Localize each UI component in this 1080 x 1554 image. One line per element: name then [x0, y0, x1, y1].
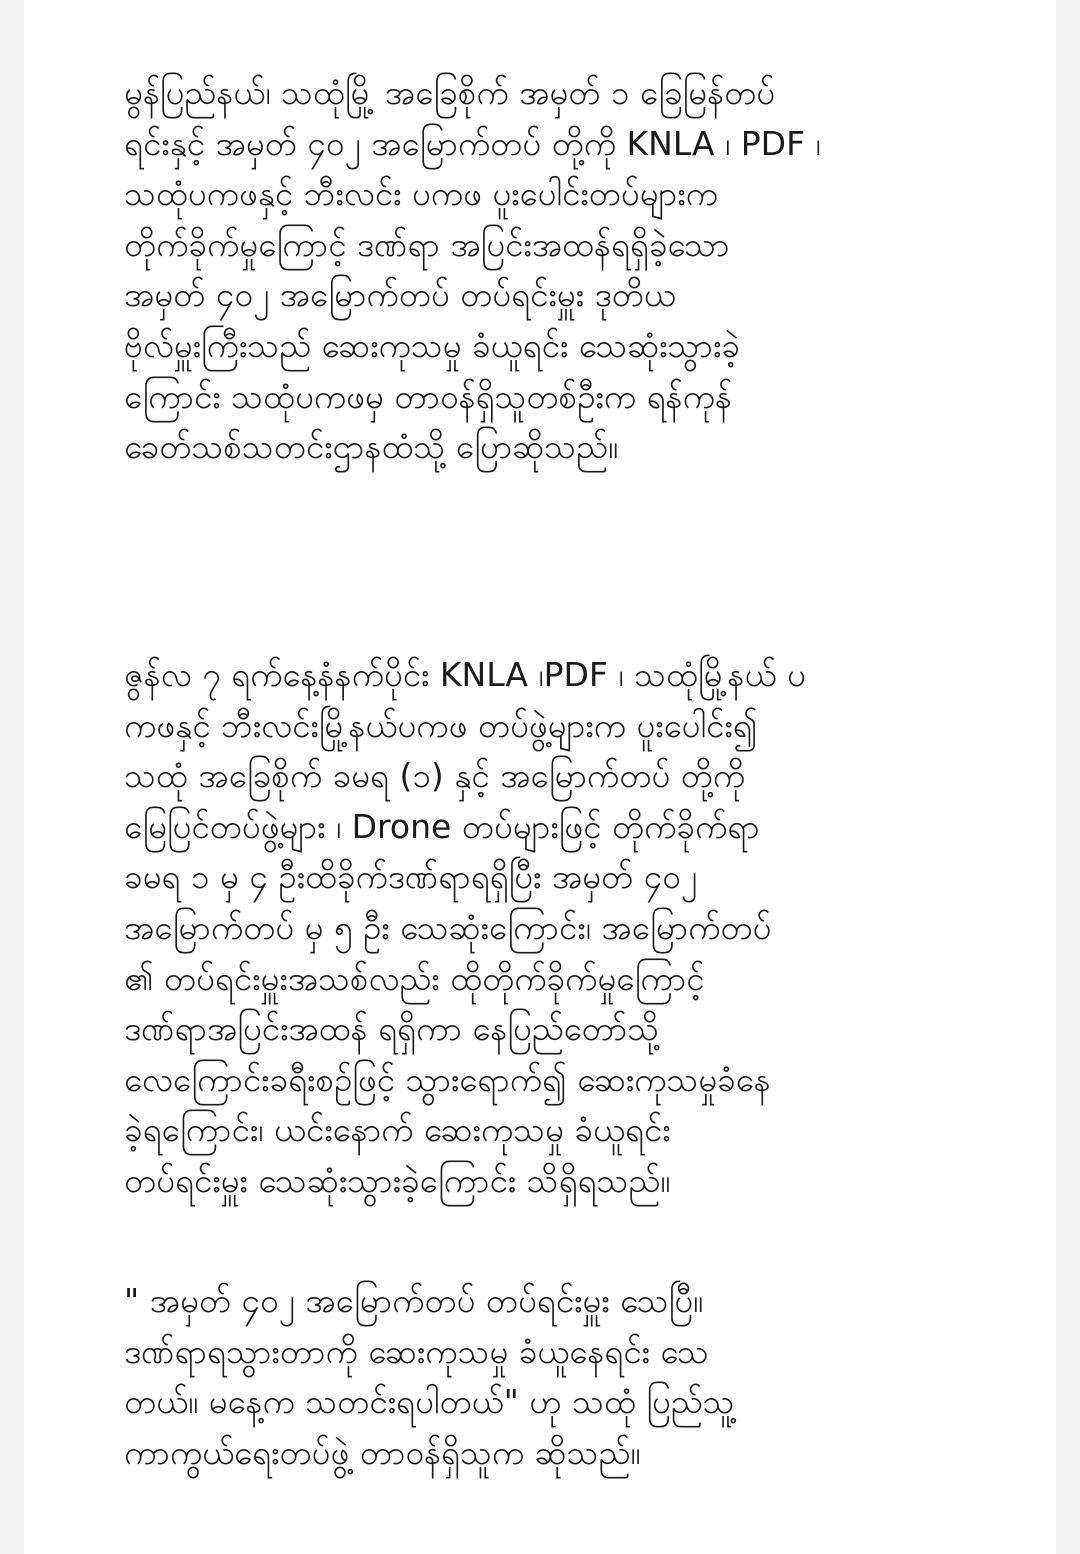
- article-paragraph-2: ဇွန်လ ၇ ရက်နေ့နံနက်ပိုင်း KNLA ၊PDF ၊ သထုံမြို့နယ် ပ ကဖနှင့် ဘီးလင်းမြို့နယ်ပကဖ တပ်ဖွဲ့များက ပူးပေါင်း၍ သထုံ အခြေစိုက် ခမရ (၁) နှင့် အမြောက်တပ် တို့ကို မြေပြင်တပ်ဖွဲ့များ ၊ Drone တပ်များဖြင့် တိုက်ခိုက်ရာ ခမရ ၁ မှ ၄ ဦးထိခိုက်ဒဏ်ရာရရှိပြီး အမှတ် ၄၀၂ အမြောက်တပ် မှ ၅ ဦး သေဆုံးကြောင်း၊ အမြောက်တပ် ၏ တပ်ရင်းမှူးအသစ်လည်း ထိုတိုက်ခိုက်မှုကြောင့် ဒဏ်ရာအပြင်းအထန် ရရှိကာ နေပြည်တော်သို့ လေကြောင်းခရီးစဉ်ဖြင့် သွားရောက်၍ ဆေးကုသမှုခံနေ ခဲ့ရကြောင်း၊ ယင်းနောက် ဆေးကုသမှု ခံယူရင်း တပ်ရင်းမှူး သေဆုံးသွားခဲ့ကြောင်း သိရှိရသည်။: [124, 655, 806, 1200]
- article-paragraph-3: " အမှတ် ၄၀၂ အမြောက်တပ် တပ်ရင်းမှူး သေပြီ။ ဒဏ်ရာရသွားတာကို ဆေးကုသမှု ခံယူနေရင်း သေ တယ်။ မနေ့က သတင်းရပါတယ်" ဟု သထုံ ပြည်သူ့ ကာကွယ်ရေးတပ်ဖွဲ့ တာဝန်ရှိသူက ဆိုသည်။: [124, 1281, 735, 1472]
- article-page: [24, 0, 1056, 1554]
- article-paragraph-1: မွန်ပြည်နယ်၊ သထုံမြို့ အခြေစိုက် အမှတ် ၁ ခြေမြန်တပ် ရင်းနှင့် အမှတ် ၄၀၂ အမြောက်တပ် တို့ကို KNLA ၊ PDF ၊ သထုံပကဖနှင့် ဘီးလင်း ပကဖ ပူးပေါင်းတပ်များက တိုက်ခိုက်မှုကြောင့် ဒဏ်ရာ အပြင်းအထန်ရရှိခဲ့သော အမှတ် ၄၀၂ အမြောက်တပ် တပ်ရင်းမှူး ဒုတိယ ဗိုလ်မှူးကြီးသည် ဆေးကုသမှု ခံယူရင်း သေဆုံးသွားခဲ့ ကြောင်း သထုံပကဖမှ တာဝန်ရှိသူတစ်ဦးက ရန်ကုန် ခေတ်သစ်သတင်းဌာနထံသို့ ပြောဆိုသည်။: [124, 73, 821, 467]
